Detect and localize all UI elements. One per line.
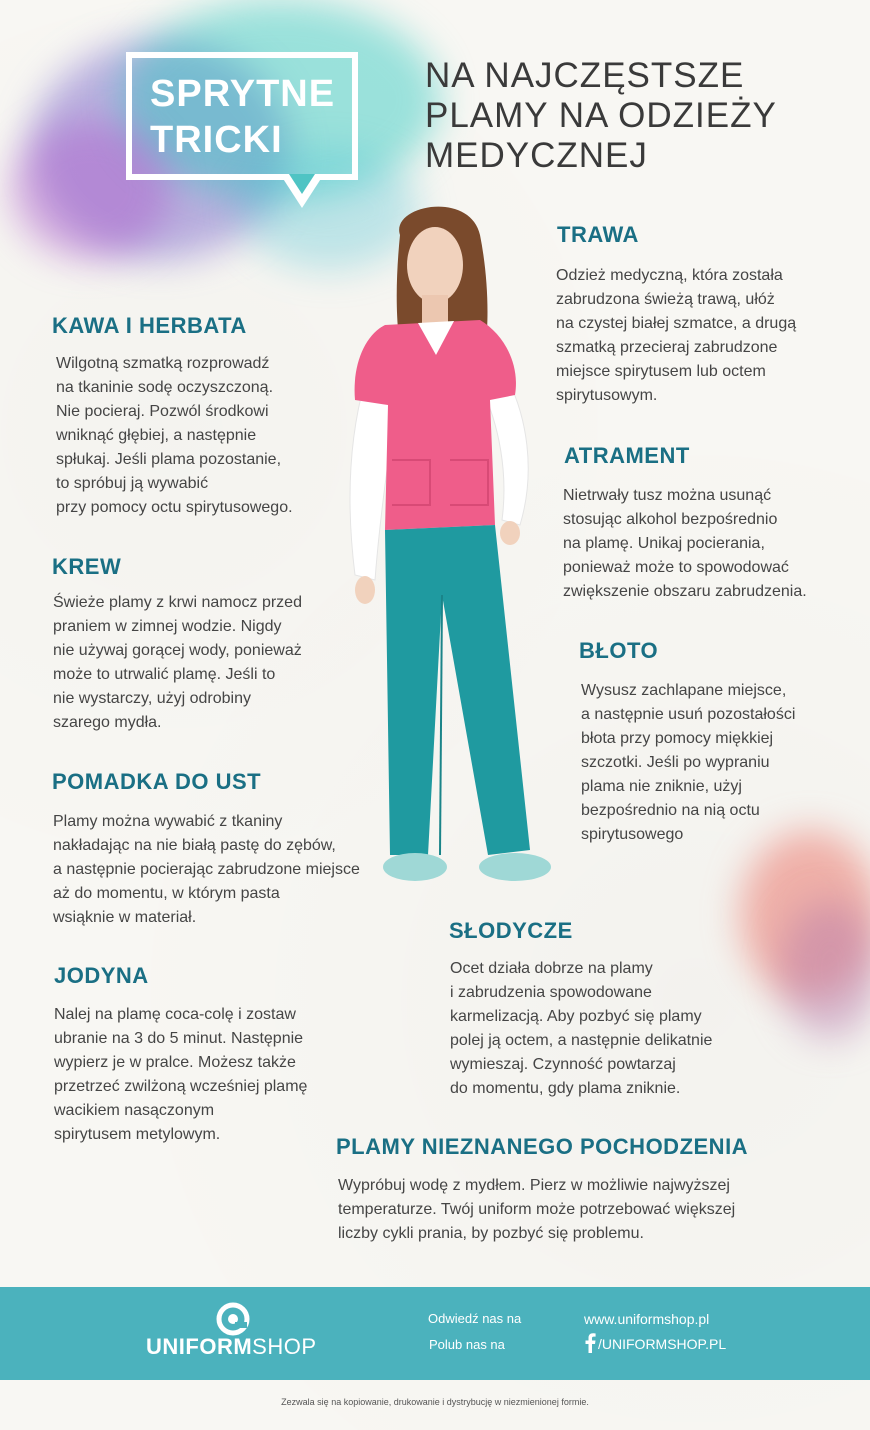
badge-line-2: TRICKI [150,119,283,161]
nurse-illustration [330,195,560,895]
body-line: spłukaj. Jeśli plama pozostanie, [56,451,282,468]
body-line: a następnie pocierając zabrudzone miejsce [53,861,360,878]
body-line: Wilgotną szmatką rozprowadź [56,355,270,372]
body-line: plama nie zniknie, użyj [581,778,742,795]
body-line: nie wystarczy, użyj odrobiny [53,690,251,707]
body-line: temperaturze. Twój uniform może potrzebować większej [338,1201,736,1218]
body-line: aż do momentu, w którym pasta [53,885,280,902]
body-line: Nietrwały tusz można usunąć [563,487,772,504]
badge-line-1: SPRYTNE [150,73,336,115]
logo-light: SHOP [252,1334,317,1359]
body-line: karmelizacją. Aby pozbyć się plamy [450,1008,702,1025]
body-line: wypierz je w pralce. Możesz także [54,1054,296,1071]
section-title-jodyna: JODYNA [54,963,149,988]
body-line: szczotki. Jeśli po wypraniu [581,754,770,771]
body-line: ponieważ może to spowodować [563,559,789,576]
body-line: miejsce spirytusem lub octem [556,363,766,380]
section-body-jodyna [54,1003,307,1147]
body-line: wacikiem nasączonym [54,1102,215,1119]
body-line: zabrudzona świeżą trawą, ułóż [556,291,775,308]
body-line: przy pomocy octu spirytusowego. [56,499,293,516]
body-line: szarego mydła. [53,714,162,731]
body-line: spirytusowym. [556,387,658,404]
body-line: wniknąć głębiej, a następnie [56,427,257,444]
section-title-trawa: TRAWA [557,222,639,247]
disclaimer-text: Zezwala się na kopiowanie, drukowanie i dystrybucję w niezmienionej formie. [281,1397,589,1407]
title-line: NA NAJCZĘSTSZE [425,56,745,95]
body-line: ubranie na 3 do 5 minut. Następnie [54,1030,304,1047]
uniformshop-logo-icon [215,1302,251,1336]
section-body-pomadka [53,810,360,930]
body-line: nakładając na nie białą pastę do zębów, [53,837,336,854]
body-line: Wysusz zachlapane miejsce, [581,682,787,699]
body-line: stosując alkohol bezpośrednio [563,511,778,528]
section-body-slodycze [450,957,712,1101]
uniformshop-logo[interactable] [146,1334,317,1360]
body-line: na czystej białej szmatce, a drugą [556,315,797,332]
body-line: do momentu, gdy plama zniknie. [450,1080,681,1097]
body-line: polej ją octem, a następnie delikatnie [450,1032,713,1049]
visit-label: Odwiedź nas na [428,1311,522,1326]
logo-bold: UNIFORM [146,1334,253,1359]
body-line: Ocet działa dobrze na plamy [450,960,653,977]
section-body-bloto [581,679,795,847]
body-line: spirytusowego [581,826,684,843]
body-line: a następnie usuń pozostałości [581,706,796,723]
body-line: Wypróbuj wodę z mydłem. Pierz w możliwie najwyższej [338,1177,730,1194]
section-body-trawa [556,264,796,408]
body-line: liczby cykli prania, by pozbyć się problemu. [338,1225,644,1242]
body-line: błota przy pomocy miękkiej [581,730,774,747]
section-title-atrament: ATRAMENT [564,443,690,468]
section-body-atrament [563,484,807,604]
like-label: Polub nas na [429,1337,505,1352]
footer-bar [0,1287,870,1380]
body-line: nie używaj gorącej wody, ponieważ [53,642,302,659]
section-title-nieznane: PLAMY NIEZNANEGO POCHODZENIA [336,1134,749,1159]
section-body-nieznane [338,1174,735,1246]
body-line: na plamę. Unikaj pocierania, [563,535,765,552]
page-title [425,56,845,176]
section-title-pomadka: POMADKA DO UST [52,769,262,794]
facebook-icon[interactable] [584,1333,596,1353]
section-body-kawa [56,352,293,520]
body-line: Plamy można wywabić z tkaniny [53,813,283,830]
speech-bubble-tail-inner [289,174,315,194]
body-line: może to utrwalić plamę. Jeśli to [53,666,276,683]
section-title-bloto: BŁOTO [579,638,659,663]
body-line: spirytusem metylowym. [54,1126,221,1143]
section-title-kawa: KAWA I HERBATA [52,313,247,338]
section-title-krew: KREW [52,554,122,579]
body-line: wsiąknie w materiał. [53,909,197,926]
body-line: i zabrudzenia spowodowane [450,984,652,1001]
body-line: Świeże plamy z krwi namocz przed [53,594,302,611]
section-title-slodycze: SŁODYCZE [449,918,573,943]
body-line: szmatką przecieraj zabrudzone [556,339,778,356]
title-line: MEDYCZNEJ [425,136,648,175]
watercolor-splash [780,900,870,1040]
facebook-link[interactable]: /UNIFORMSHOP.PL [598,1336,727,1352]
body-line: przetrzeć zwilżoną wcześniej plamę [54,1078,308,1095]
section-body-krew [53,591,302,735]
website-link[interactable]: www.uniformshop.pl [584,1311,710,1327]
body-line: Nalej na plamę coca-colę i zostaw [54,1006,296,1023]
body-line: Odzież medyczną, która została [556,267,783,284]
body-line: praniem w zimnej wodzie. Nigdy [53,618,282,635]
body-line: to spróbuj ją wywabić [56,475,209,492]
body-line: na tkaninie sodę oczyszczoną. [56,379,274,396]
body-line: zwiększenie obszaru zabrudzenia. [563,583,807,600]
body-line: Nie pocieraj. Pozwól środkowi [56,403,269,420]
title-line: PLAMY NA ODZIEŻY [425,96,777,135]
body-line: wymieszaj. Czynność powtarzaj [450,1056,676,1073]
body-line: bezpośrednio na nią octu [581,802,760,819]
